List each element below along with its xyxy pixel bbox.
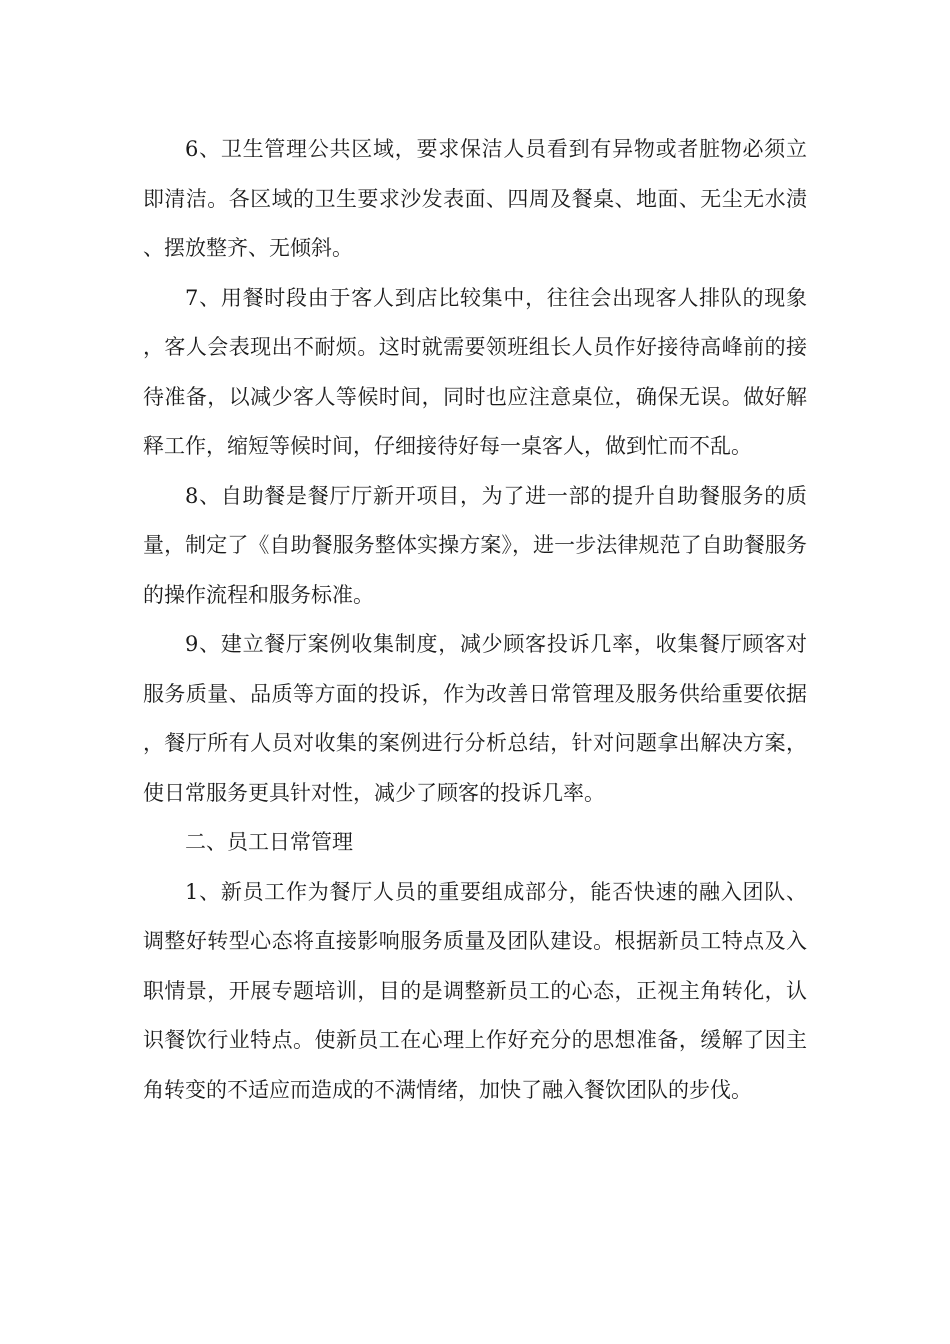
- paragraph-new-staff: 1、新员工作为餐厅人员的重要组成部分，能否快速的融入团队、调整好转型心态将直接影响服务质量及团队建设。根据新员工特点及入职情景，开展专题培训，目的是调整新员工的心态，正视主角转化，认识餐饮行业特点。使新员工在心理上作好充分的思想准备，缓解了因主角转变的不适应而造成的不满情绪，加快了融入餐饮团队的步伐。: [143, 879, 807, 1102]
- paragraph-queue: 7、用餐时段由于客人到店比较集中，往往会出现客人排队的现象，客人会表现出不耐烦。这时就需要领班组长人员作好接待高峰前的接待准备，以减少客人等候时间，同时也应注意桌位，确保无误。做好解释工作，缩短等候时间，仔细接待好每一桌客人，做到忙而不乱。: [143, 285, 807, 458]
- paragraph-buffet: 8、自助餐是餐厅厅新开项目，为了进一部的提升自助餐服务的质量，制定了《自助餐服务整体实操方案》，进一步法律规范了自助餐服务的操作流程和服务标准。: [143, 483, 807, 607]
- document-page: [143, 125, 807, 1115]
- paragraph-hygiene: 6、卫生管理公共区域，要求保洁人员看到有异物或者脏物必须立即清洁。各区域的卫生要求沙发表面、四周及餐桌、地面、无尘无水渍、摆放整齐、无倾斜。: [143, 137, 807, 260]
- section-heading-staff-management: 二、员工日常管理: [185, 830, 353, 854]
- paragraph-complaints: 9、建立餐厅案例收集制度，减少顾客投诉几率，收集餐厅顾客对服务质量、品质等方面的投诉，作为改善日常管理及服务供给重要依据，餐厅所有人员对收集的案例进行分析总结，针对问题拿出解决方案，使日常服务更具针对性，减少了顾客的投诉几率。: [143, 632, 807, 805]
